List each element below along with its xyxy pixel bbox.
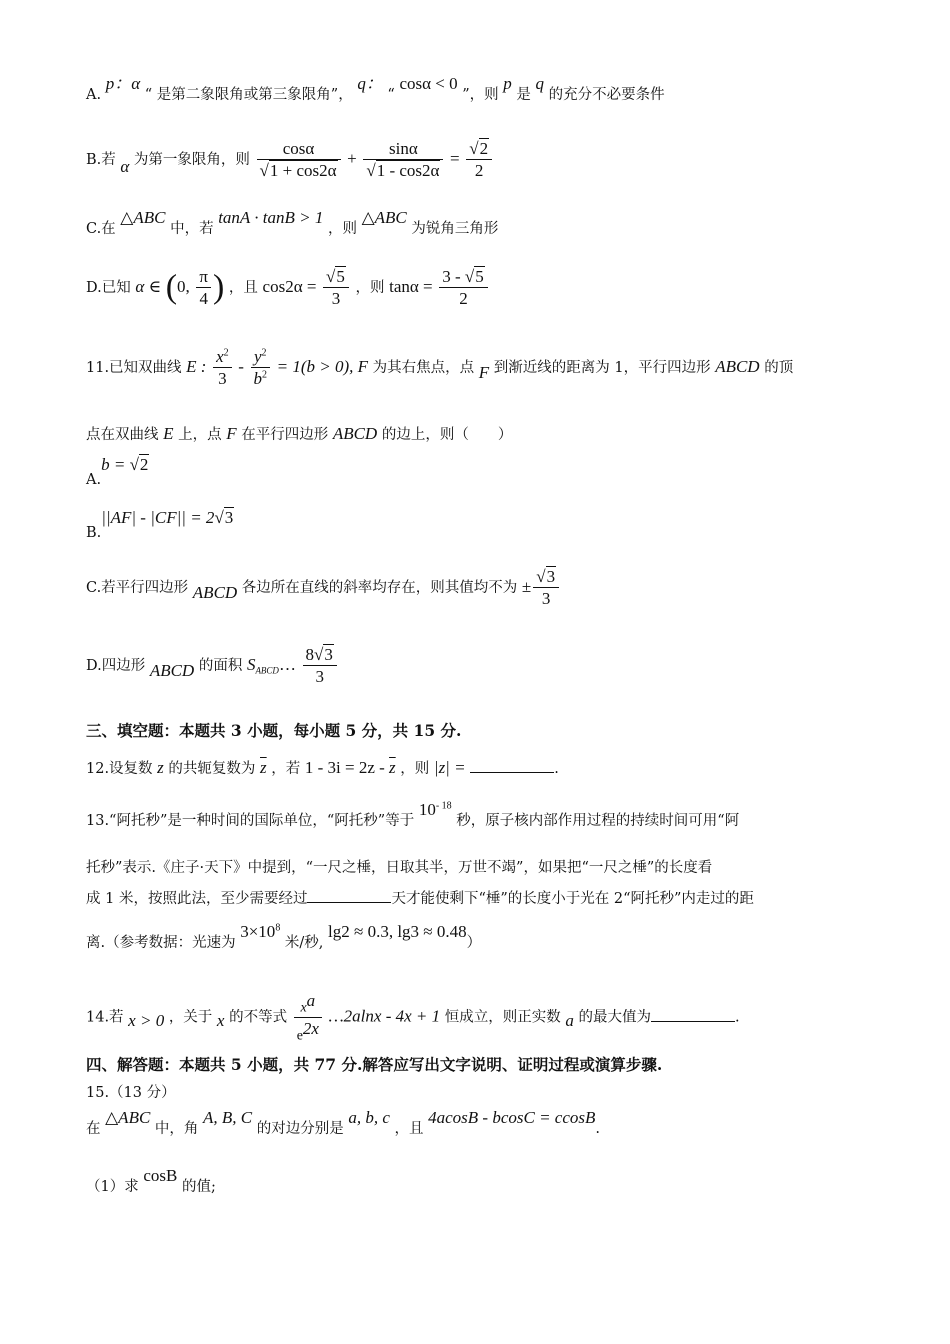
q11-option-c: C.若平行四边形 ABCD 各边所在直线的斜率均存在，则其值均不为 ± $\frac{√3}{3}$ [86, 566, 561, 610]
fraction-root3-3: $\frac{√3}{3}$ [533, 566, 559, 610]
q13-line2: 托秒”表示.《庄子·天下》中提到，“一尺之棰，日取其半，万世不竭”，如果把“一尺之棰”的长度看 [86, 860, 713, 876]
fraction-x2-3: $\frac{x^2}{3}$ [213, 346, 232, 390]
fraction-cos: $\frac{\cos\alpha}{√1 + \cos 2\alpha}$ [257, 138, 341, 182]
section-4-heading: 四、解答题：本题共 5 小题，共 77 分.解答应写出文字说明、证明过程或演算步骤. [86, 1055, 663, 1074]
q11-option-a: A.b = √2 [86, 455, 149, 488]
q15-part1: （1）求 cosB 的值; [86, 1166, 216, 1195]
q10-option-c: C.在 △ABC 中，若 tanA · tanB > 1 ，则 △ABC 为锐角三角形 [86, 208, 499, 237]
section-3-heading: 三、填空题：本题共 3 小题，每小题 5 分，共 15 分. [86, 721, 462, 740]
q15-heading: 15.（13 分） [86, 1085, 176, 1101]
q15-stem: 在 △ABC 中，角 A, B, C 的对边分别是 a, b, c ，且 4acosB - bcosC = ccosB. [86, 1108, 600, 1137]
fraction-sin: $\frac{\sin\alpha}{√1 - \cos 2\alpha}$ [363, 138, 443, 182]
fraction-root2: $\frac{√2}{2}$ [466, 138, 492, 182]
q10-option-b: B.若 α 为第一象限角，则 $\frac{\cos\alpha}{√1 + \cos 2\alpha}$ + $\frac{\sin\alpha}{√1 - \cos 2\alpha}$ = $\frac{√2}{2}$ [86, 138, 494, 182]
q12: 12.设复数 z 的共轭复数为 $\overline{z}$ ，若 $1 - 3i = 2z - \overline{z}$ ，则 |z| = . [86, 758, 559, 777]
q13-line3: 成 1 米，按照此法，至少需要经过 天才能使剩下“棰”的长度小于光在 2“阿托秒”内走过的距 [86, 891, 754, 907]
q11-stem-line2: 点在双曲线 E 上，点 F 在平行四边形 ABCD 的边上，则（ ） [86, 424, 513, 443]
fraction-x-a-over-e-2x: $\frac{x^a}{e^{2x}}$ [294, 990, 322, 1045]
fraction-pi-4: $\frac{\pi}{4}$ [196, 266, 211, 310]
fraction-y2-b2: $\frac{y^2}{b^2}$ [251, 346, 271, 390]
fraction-tan-value: $\frac{3 - √5}{2}$ [439, 266, 488, 310]
q14-answer-blank[interactable] [651, 1009, 735, 1022]
fraction-8root3-3: $\frac{8√3}{3}$ [303, 644, 337, 688]
q12-answer-blank[interactable] [470, 760, 554, 773]
q13-line1: 13.“阿托秒”是一种时间的国际单位，“阿托秒”等于 $10^{- 18}$ 秒，原子核内部作用过程的持续时间可用“阿 [86, 800, 740, 829]
q10-option-a: A. p：α “ 是第二象限角或第三象限角”， q： “ cosα < 0 ”，则 p 是 q 的充分不必要条件 [86, 74, 665, 103]
q13-line4: 离.（参考数据：光速为 $3\times 10^8$ 米/秒, lg2 ≈ 0.3, lg3 ≈ 0.48） [86, 922, 482, 951]
q13-answer-blank[interactable] [307, 890, 391, 903]
q14: 14.若 x > 0 ，关于 x 的不等式 $\frac{x^a}{e^{2x}}$ …2alnx - 4x + 1 恒成立，则正实数 a 的最大值为 . [86, 991, 740, 1044]
q11-stem-line1: 11.已知双曲线 E : $\frac{x^2}{3}$ - $\frac{y^2}{b^2}$ = 1(b > 0), F 为其右焦点，点 F 到渐近线的距离为 1，平行四边形 ABCD 的顶 [86, 347, 794, 389]
q10-option-d: D.已知 α ∈ (0, $\frac{\pi}{4}$ ) ，且 cos2α = $\frac{√5}{3}$ ，则 tanα = $\frac{3 - √5}{2}$ [86, 266, 490, 310]
q11-option-b: B.||AF| - |CF|| = 2√3 [86, 508, 234, 541]
q11-option-d: D.四边形 ABCD 的面积 $S_{ABCD}\dots$ $\frac{8√3}{3}$ [86, 644, 339, 688]
fraction-root5-3: $\frac{√5}{3}$ [323, 266, 349, 310]
